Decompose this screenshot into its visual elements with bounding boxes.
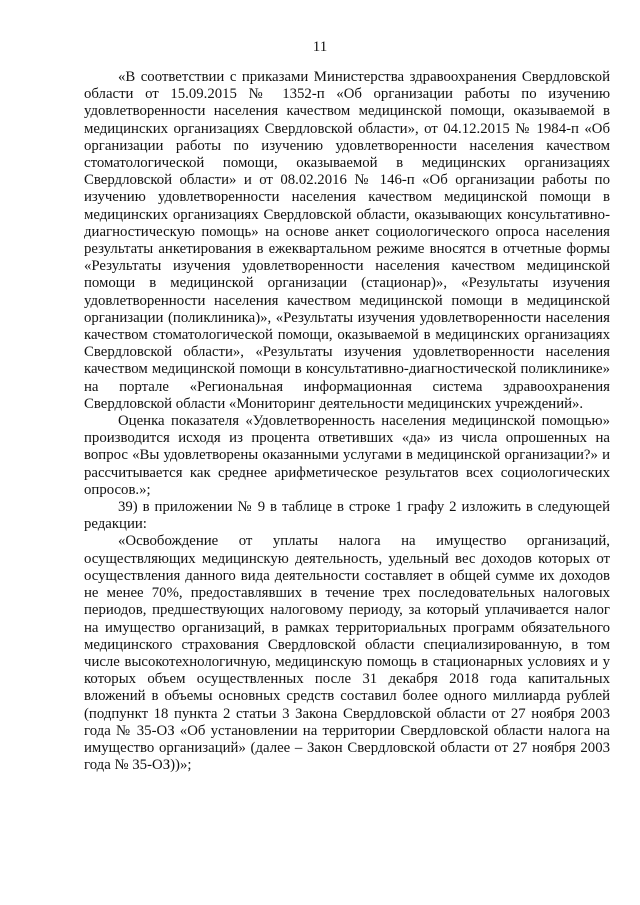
paragraph-amendment-39: 39) в приложении № 9 в таблице в строке 1 графу 2 изложить в следующей редакции: — [84, 499, 610, 533]
paragraph-monitoring-orders: «В соответствии с приказами Министерства здравоохранения Свердловской области от 15.09.2015 № 1352-п «Об организации работы по изучению удовлетворенности населения качеством медицинской помощи, оказываемой в медицинских организациях Свердловской области», от 04.12.2015 № 1984-п «Об организации работы по изучению удовлетворенности населения качеством стоматологической помощи, оказываемой в медицинских организациях Свердловской области» и от 08.02.2016 № 146-п «Об организации работы по изучению удовлетворенности населения качеством медицинской помощи в медицинских организациях Свердловской области, оказывающих консультативно-диагностическую помощь» на основе анкет социологического опроса населения результаты анкетирования в ежеквартальном режиме вносятся в отчетные формы «Результаты изучения удовлетворенности населения качеством медицинской помощи в медицинской организации (стационар)», «Результаты изучения удовлетворенности населения качеством медицинской помощи в медицинской организации (поликлиника)», «Результаты изучения удовлетворенности населения качеством стоматологической помощи, оказываемой в медицинских организациях Свердловской области», «Результаты изучения удовлетворенности населения качеством медицинской помощи в консультативно-диагностической поликлинике» на портале «Региональная информационная система здравоохранения Свердловской области «Мониторинг деятельности медицинских учреждений». — [84, 69, 610, 412]
paragraph-tax-exemption: «Освобождение от уплаты налога на имущество организаций, осуществляющих медицинскую деятельность, удельный вес доходов которых от осуществления данного вида деятельности составляет в общей сумме их доходов не менее 70%, предоставлявших в течение трех последовательных налоговых периодов, предшествующих налоговому периоду, за который уплачивается налог на имущество организаций, в рамках территориальных программ обязательного медицинского страхования Свердловской области специализированную, в том числе высокотехнологичную, медицинскую помощь в стационарных условиях и у которых объем осуществленных после 31 декабря 2018 года капитальных вложений в объемы основных средств составил более одного миллиарда рублей (подпункт 18 пункта 2 статьи 3 Закона Свердловской области от 27 ноября 2003 года № 35-ОЗ «Об установлении на территории Свердловской области налога на имущество организаций» (далее – Закон Свердловской области от 27 ноября 2003 года № 35-ОЗ))»; — [84, 533, 610, 774]
paragraph-indicator-assessment: Оценка показателя «Удовлетворенность населения медицинской помощью» производится исходя из процента ответивших «да» из числа опрошенных на вопрос «Вы удовлетворены оказанными услугами в медицинской организации?» и рассчитывается как среднее арифметическое результатов всех социологических опросов.»; — [84, 413, 610, 498]
page-number: 11 — [312, 39, 328, 55]
document-body — [84, 69, 610, 774]
